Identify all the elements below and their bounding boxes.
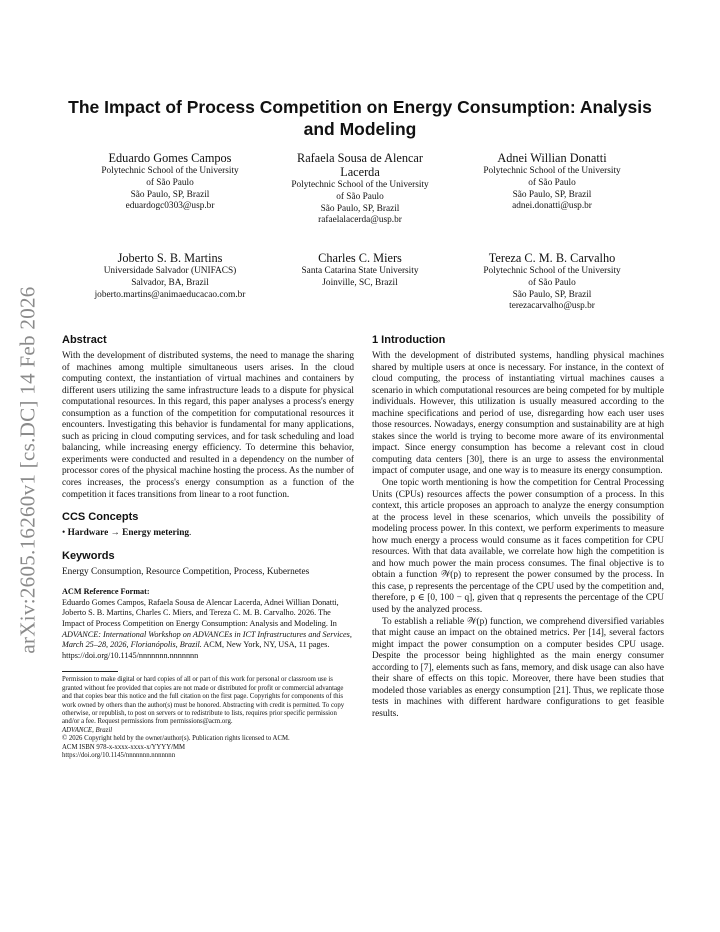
author-name: Rafaela Sousa de Alencar Lacerda <box>297 151 423 179</box>
abstract-heading: Abstract <box>62 334 107 346</box>
paper-title: The Impact of Process Competition on Energy Consumption: Analysis and Modeling <box>68 97 652 139</box>
author-affiliation: Universidade Salvador (UNIFACS) <box>103 266 237 276</box>
intro-paragraph: With the development of distributed systems, handling physical machines shared by multiple users at once is necessary. For instance, in the context of cloud computing, the process of instantiating virtual machines causes a scenario in which computational resources are being competed for by multiple individuals. However, this utilization is usually measured according to the machine specifications and period of use, disregarding how each user uses those resources. Nowadays, energy consumption and sustainability are at high stakes since the world is trying to become more aware of its environmental impact. Since energy consumption has become a relevant cost in cloud computing data centers [30], there is an urge to assess the environmental impact of computer usage, and one way is to measure its energy consumption. <box>372 351 664 477</box>
author-name: Charles C. Miers <box>318 251 402 265</box>
author-email: terezacarvalho@usp.br <box>509 301 595 312</box>
isbn-line: ACM ISBN 978-x-xxxx-xxxx-x/YYYY/MM <box>62 743 186 751</box>
author-email: adnei.donatti@usp.br <box>512 201 592 212</box>
arxiv-identifier: arXiv:2605.16260v1 [cs.DC] 14 Feb 2026 <box>15 286 40 654</box>
ccs-energy: Energy metering <box>122 528 190 539</box>
author-affiliation: of São Paulo <box>528 277 576 288</box>
ccs-hardware: Hardware <box>67 528 109 539</box>
author-email: joberto.martins@animaeducacao.com.br <box>94 289 246 300</box>
acm-reference-venue: ADVANCE: International Workshop on ADVANCEs in ICT Infrastructures and Services, March 25–28, 2026, Florianópolis, Brazil. <box>62 629 352 650</box>
author-block <box>80 151 260 213</box>
author-block <box>70 251 270 301</box>
acm-reference-publisher: ACM, New York, NY, USA, 11 pages. https://doi.org/10.1145/nnnnnnn.nnnnnnn <box>62 640 330 660</box>
keywords-heading: Keywords <box>62 549 115 562</box>
author-location: São Paulo, SP, Brazil <box>512 289 592 300</box>
intro-paragraph: To establish a reliable 𝒲(p) function, we comprehend diversified variables that might cause an impact on the obtained metrics. Per [14], several factors might impact the power consumption on a computer besides CPU usage. Despite the processor being highlighted as the main energy consumer according to [7], elements such as fans, memory, and disk usage can also have their share of effects on this topic. Moreover, there have been studies that modeled those variables as energy consumption [21]. Thus, we replicate those tests in machines with different hardware configurations to get feasible results. <box>372 616 664 719</box>
introduction-heading: 1 Introduction <box>372 334 446 346</box>
ccs-period: . <box>189 528 192 539</box>
author-email: eduardogc0303@usp.br <box>125 201 215 212</box>
ccs-concept <box>62 528 354 540</box>
author-location: São Paulo, SP, Brazil <box>130 189 210 200</box>
author-affiliation: of São Paulo <box>146 177 194 188</box>
author-location: São Paulo, SP, Brazil <box>512 189 592 200</box>
author-block <box>462 151 642 213</box>
footnote-rule <box>62 671 118 672</box>
author-location: São Paulo, SP, Brazil <box>320 203 400 214</box>
abstract-text: With the development of distributed systems, the need to manage the sharing of machines among multiple simultaneous users arises. In the cloud computing context, the instantiation of virtual machines and containers by different users utilizing the same infrastructure leads to a dispute for physical computational resources. In this regard, this paper analyses a process's energy consumption as a function of the competition for computational resources it encounters. Investigating this behavior is fundamental for many applications, such as pricing in cloud computing services, and for task scheduling and load balancing, while increasing energy efficiency. To determine this behavior, experiments were conducted and resulted in a dependency on the number of processor cores of the physical machine hosting the process. As the number of cores increases, the process's energy consumption as a function of the competition it faces transitions from linear to a root function. <box>62 351 354 500</box>
author-location: Salvador, BA, Brazil <box>131 277 209 288</box>
author-name: Eduardo Gomes Campos <box>108 151 232 165</box>
permission-notice <box>62 676 354 760</box>
author-affiliation: Polytechnic School of the University <box>483 266 621 276</box>
author-affiliation: Santa Catarina State University <box>301 266 419 276</box>
ccs-bullet: • <box>62 528 66 539</box>
left-column <box>62 334 354 760</box>
author-location: Joinville, SC, Brazil <box>322 277 398 288</box>
author-email: rafaelalacerda@usp.br <box>318 215 402 226</box>
author-affiliation: of São Paulo <box>336 191 384 202</box>
author-affiliation: of São Paulo <box>528 177 576 188</box>
permission-text: Permission to make digital or hard copies of all or part of this work for personal or classroom use is granted without fee provided that copies are not made or distributed for profit or commercial advantage and that copies bear this notice and the full citation on the first page. Copyrights for components of this work owned by others than the author(s) must be honored. Abstracting with credit is permitted. To copy otherwise, or republish, to post on servers or to redistribute to lists, requires prior specific permission and/or a fee. Request permissions from permissions@acm.org. <box>62 676 345 726</box>
right-column <box>372 334 664 721</box>
author-name: Tereza C. M. B. Carvalho <box>488 251 616 265</box>
author-affiliation: Polytechnic School of the University <box>483 166 621 176</box>
author-name: Adnei Willian Donatti <box>497 151 607 165</box>
doi-line: https://doi.org/10.1145/nnnnnnn.nnnnnnn <box>62 751 176 759</box>
permission-venue: ADVANCE, Brazil <box>62 726 113 734</box>
acm-reference-heading: ACM Reference Format: <box>62 587 150 597</box>
acm-reference-text <box>62 598 354 662</box>
author-affiliation: Polytechnic School of the University <box>101 166 239 176</box>
arxiv-sidebar <box>8 250 48 690</box>
copyright-line: © 2026 Copyright held by the owner/author(s). Publication rights licensed to ACM. <box>62 735 290 743</box>
ccs-heading: CCS Concepts <box>62 511 139 524</box>
author-affiliation: Polytechnic School of the University <box>291 180 429 190</box>
author-block <box>270 151 450 227</box>
author-block <box>462 251 642 313</box>
ccs-arrow: → <box>110 528 120 539</box>
intro-paragraph: One topic worth mentioning is how the competition for Central Processing Units (CPUs) resources affects the power consumption of a process. In this context, this article proposes an approach to analyze the energy consumption at the process level in these scenarios, which unveils the possibility of modeling process power. In this context, we perform experiments to measure how much energy a process would consume as it faces competition for CPU resources. With that data available, we correlate how high the competition is and how much power the main process consumes. The final objective is to obtain a function 𝒲(p) to represent the power consumed by the process. In this case, p represents the percentage of the CPU used by the competition and, therefore, p ∈ [0, 100 − q], given that q represents the percentage of the CPU used by the analyzed process. <box>372 478 664 616</box>
keywords-text: Energy Consumption, Resource Competition, Process, Kubernetes <box>62 566 310 577</box>
acm-reference-authors: Eduardo Gomes Campos, Rafaela Sousa de Alencar Lacerda, Adnei Willian Donatti, Joberto S. B. Martins, Charles C. Miers, and Tereza C. M. B. Carvalho. 2026. The Impact of Process Competition on Energy Consumption: Analysis and Modeling. In <box>62 597 339 628</box>
author-name: Joberto S. B. Martins <box>117 251 223 265</box>
author-block <box>270 251 450 290</box>
